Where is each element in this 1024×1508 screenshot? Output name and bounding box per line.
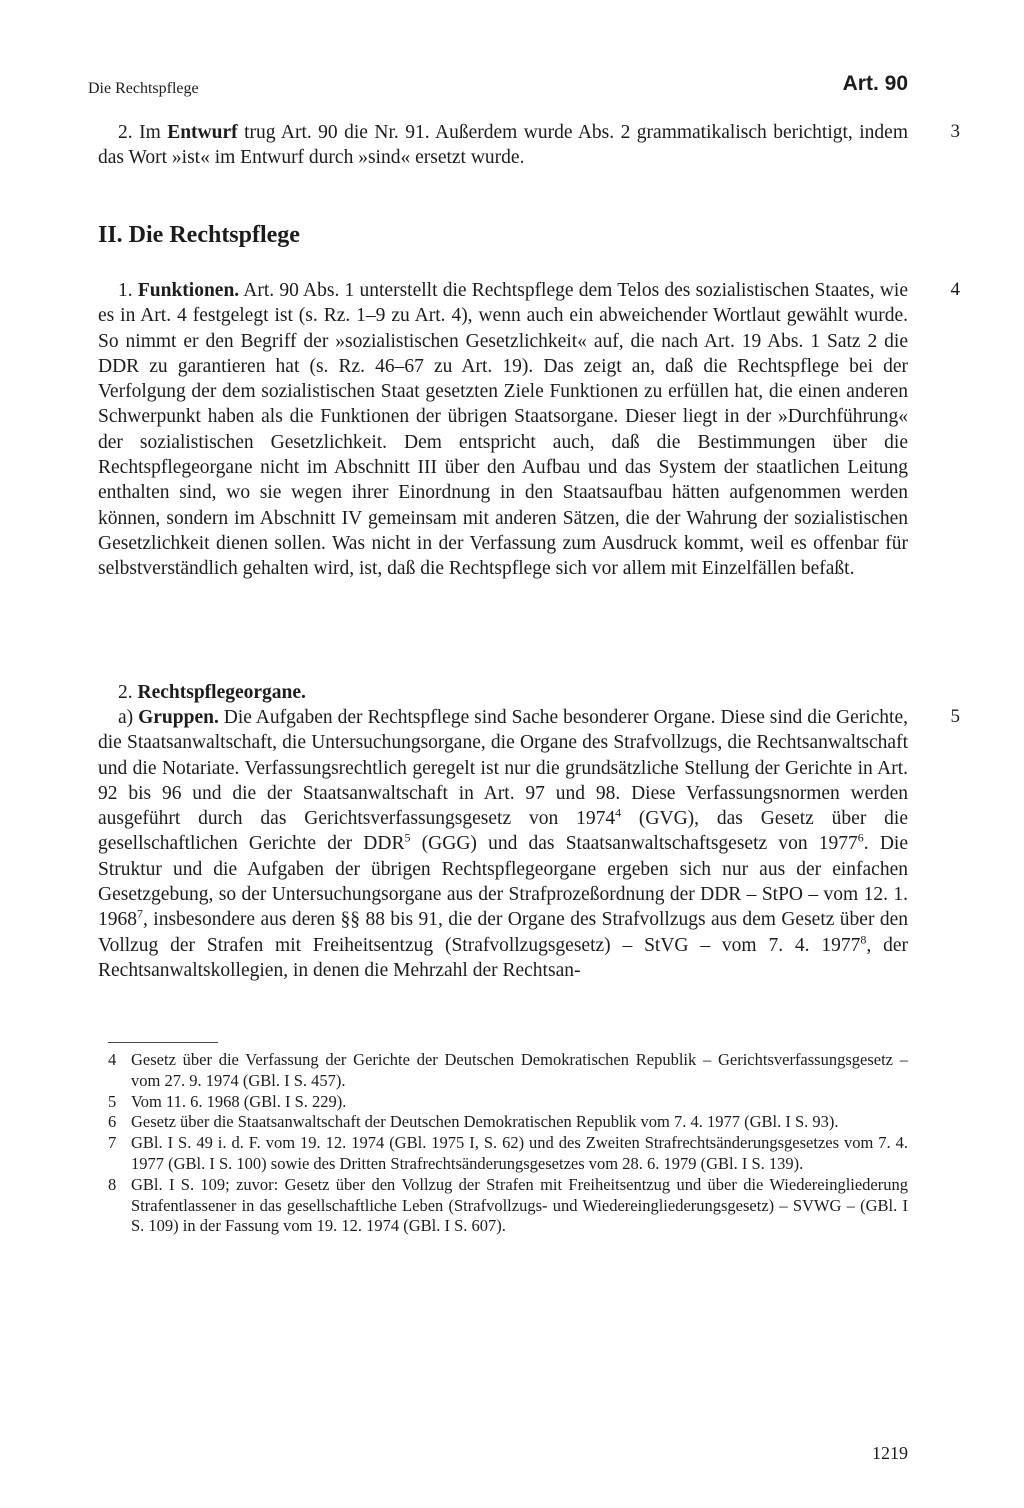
footnote-text: GBl. I S. 49 i. d. F. vom 19. 12. 1974 (GBl. 1975 I, S. 62) und des Zweiten Strafrechtsänderungsgesetzes vom 7. 4. 1977 (GBl. I S. 100) sowie des Dritten Strafrechtsänderungsgesetzes vom 28. 6. 1979 (GBl. I S. 139). bbox=[131, 1133, 908, 1173]
paragraph-4-text bbox=[98, 278, 908, 582]
margin-number-4: 4 bbox=[950, 279, 960, 300]
paragraph-5-text-6: , der Rechtsanwaltskollegien, in denen die Mehrzahl der Rechtsan- bbox=[98, 934, 908, 981]
paragraph-5-text-2: (GVG), das Gesetz über die gesellschaftlichen Gerichte der DDR bbox=[98, 808, 908, 855]
paragraph-4 bbox=[98, 278, 908, 582]
footnote-number: 4 bbox=[108, 1050, 117, 1069]
paragraph-4-body: Art. 90 Abs. 1 unterstellt die Rechtspflege dem Telos des sozialistischen Staates, wie es in Art. 4 festgelegt ist (s. Rz. 1–9 zu Art. 4), wenn auch ein abweichender Wortlaut gewählt wurde. So nimmt er den Begriff der »sozialistischen Gesetzlichkeit« auf, die nach Art. 19 Abs. 1 Satz 2 die DDR zu garantieren hat (s. Rz. 46–67 zu Art. 19). Das zeigt an, daß die Rechtspflege bei der Verfolgung der dem sozialistischen Staat gesetzten Ziele Funktionen zu erfüllen hat, die einen anderen Schwerpunkt haben als die Funktionen der übrigen Staatsorgane. Dieser liegt in der »Durchführung« der sozialistischen Gesetzlichkeit. Dem entspricht auch, daß die Bestimmungen über die Rechtspflegeorgane nicht im Abschnitt III über den Aufbau und das System der staatlichen Leitung enthalten sind, wo sie wegen ihrer Einordnung in den Staatsaufbau hätten aufgenommen werden können, sondern im Abschnitt IV gemeinsam mit anderen Sätzen, die der Wahrung der sozialistischen Gesetzlichkeit dienen sollen. Was nicht in der Verfassung zum Ausdruck kommt, weil es offenbar für selbstverständlich gehalten wird, ist, daß die Rechtspflege sich vor allem mit Einzelfällen befaßt. bbox=[98, 280, 908, 580]
paragraph-4-keyword: Funktionen. bbox=[137, 280, 240, 301]
footnote-8 bbox=[108, 1175, 908, 1237]
footnotes bbox=[108, 1050, 908, 1237]
paragraph-4-prefix: 1. bbox=[118, 280, 138, 301]
paragraph-5-text-1: Die Aufgaben der Rechtspflege sind Sache besonderer Organe. Diese sind die Gerichte, die Staatsanwaltschaft, die Untersuchungsorgane, die Organe des Strafvollzugs, die Rechtsanwaltschaft und die Notariate. Verfassungsrechtlich geregelt ist nur die grundsätzliche Stellung der Gerichte in Art. 92 bis 96 und die der Staatsanwaltschaft in Art. 97 und 98. Diese Verfassungsnormen werden ausgeführt durch das Gerichtsverfassungsgesetz von 1974 bbox=[98, 707, 908, 830]
running-head bbox=[88, 72, 908, 104]
running-head-title: Die Rechtspflege bbox=[88, 80, 199, 97]
footnote-ref-5[interactable]: 5 bbox=[404, 830, 411, 845]
footnote-number: 6 bbox=[108, 1112, 117, 1132]
footnote-ref-8[interactable]: 8 bbox=[860, 932, 867, 947]
paragraph-3-text bbox=[98, 120, 908, 171]
footnote-number: 8 bbox=[108, 1174, 117, 1194]
paragraph-5-text-5: , insbesondere aus deren §§ 88 bis 91, die der Organe des Strafvollzugs aus dem Gesetz über den Vollzug der Strafen mit Freiheitsentzug (Strafvollzugsgesetz) – StVG – vom 7. 4. 1977 bbox=[98, 909, 908, 956]
paragraph-5-text-4: . Die Struktur und die Aufgaben der übrigen Rechtspflegeorgane ergeben sich nur aus der einfachen Gesetzgebung, so der Untersuchungsorgane aus der Strafprozeßordnung der DDR – StPO – vom 12. 1. 1968 bbox=[98, 833, 909, 931]
subheading bbox=[98, 680, 908, 705]
section-heading: II. Die Rechtspflege bbox=[98, 222, 300, 248]
footnote-ref-6[interactable]: 6 bbox=[857, 830, 864, 845]
footnote-number: 7 bbox=[108, 1133, 117, 1153]
subheading-title: Rechtspflegeorgane. bbox=[137, 682, 306, 703]
paragraph-5-text-3: (GGG) und das Staatsanwaltschaftsgesetz von 1977 bbox=[410, 833, 858, 855]
footnote-ref-4[interactable]: 4 bbox=[615, 805, 622, 820]
paragraph-5-text bbox=[98, 705, 908, 983]
footnote-text: Vom 11. 6. 1968 (GBl. I S. 229). bbox=[131, 1091, 347, 1111]
article-number: Art. 90 bbox=[842, 72, 908, 95]
paragraph-5-prefix: a) bbox=[118, 707, 139, 728]
footnote-4 bbox=[108, 1050, 908, 1092]
paragraph-3-prefix: 2. Im bbox=[118, 122, 168, 143]
paragraph-3-keyword: Entwurf bbox=[167, 122, 238, 143]
footnote-separator bbox=[108, 1042, 218, 1043]
margin-number-5: 5 bbox=[950, 706, 960, 727]
footnote-6 bbox=[108, 1112, 908, 1133]
footnote-5 bbox=[108, 1092, 908, 1113]
footnote-text: GBl. I S. 109; zuvor: Gesetz über den Vollzug der Strafen mit Freiheitsentzug und über die Wiedereingliederung Strafentlassener in das gesellschaftliche Leben (Strafvollzugs- und Wiedereingliederungsgesetz) – SVWG – (GBl. I S. 109) in der Fassung vom 19. 12. 1974 (GBl. I S. 607). bbox=[131, 1174, 908, 1236]
subheading-prefix: 2. bbox=[118, 682, 138, 703]
paragraph-5-keyword: Gruppen. bbox=[138, 707, 219, 728]
page-number: 1219 bbox=[872, 1443, 908, 1463]
margin-number-3: 3 bbox=[950, 121, 960, 142]
paragraph-3-body: trug Art. 90 die Nr. 91. Außerdem wurde Abs. 2 grammatikalisch berichtigt, indem das Wort »ist« im Entwurf durch »sind« ersetzt wurde. bbox=[98, 122, 908, 169]
footnote-7 bbox=[108, 1133, 908, 1175]
paragraph-5 bbox=[98, 705, 908, 983]
footnote-text: Gesetz über die Verfassung der Gerichte der Deutschen Demokratischen Republik – Gerichtsverfassungsgesetz – vom 27. 9. 1974 (GBl. I S. 457). bbox=[131, 1050, 908, 1090]
paragraph-3 bbox=[98, 120, 908, 171]
footnote-ref-7[interactable]: 7 bbox=[137, 906, 143, 921]
footnote-text: Gesetz über die Staatsanwaltschaft der Deutschen Demokratischen Republik vom 7. 4. 1977 (GBl. I S. 93). bbox=[131, 1112, 839, 1132]
footnote-number: 5 bbox=[108, 1091, 117, 1111]
subheading-text bbox=[98, 680, 908, 705]
